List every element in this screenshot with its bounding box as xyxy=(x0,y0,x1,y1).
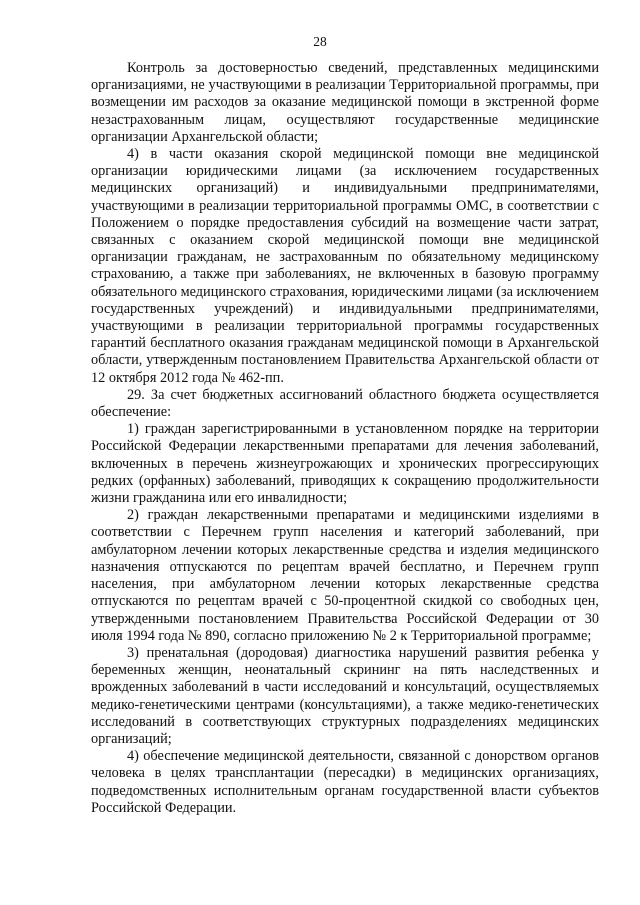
paragraph-item-3-prenatal-diagnostics: 3) пренатальная (дородовая) диагностика нарушений развития ребенка у беременных женщин, неонатальный скрининг на пять наследственных и врожденных заболеваний в части исследований и консультаций, осуществляемых медико-генетическими центрами (консультациями), а также медико-генетических исследований в соответствующих структурных подразделениях медицинских организаций; xyxy=(91,644,599,747)
paragraph-item-1-orphan-diseases: 1) граждан зарегистрированными в установленном порядке на территории Российской Федерации лекарственными препаратами для лечения заболеваний, включенных в перечень жизнеугрожающих и хронических прогрессирующих редких (орфанных) заболеваний, приводящих к сокращению продолжительности жизни гражданина или его инвалидности; xyxy=(91,421,599,507)
paragraph-item-4-donation: 4) обеспечение медицинской деятельности, связанной с донорством органов человека в целях трансплантации (пересадки) в медицинских организациях, подведомственных исполнительным органам государственной власти субъектов Российской Федерации. xyxy=(91,748,599,816)
page-number: 28 xyxy=(313,34,327,49)
paragraph-item-4-ambulance: 4) в части оказания скорой медицинской помощи вне медицинской организации юридическими лицами (за исключением государственных медицинских организаций) и индивидуальными предпринимателями, участвующими в реализации территориальной программы ОМС, в соответствии с Положением о порядке предоставления субсидий на возмещение части затрат, связанных с оказанием скорой медицинской помощи вне медицинской организации гражданам, не застрахованным по обязательному медицинскому страхованию, а также при заболеваниях, не включенных в базовую программу обязательного медицинского страхования, юридическими лицами (за исключением государственных учреждений) и индивидуальными предпринимателями, участвующими в реализации территориальной программы государственных гарантий бесплатного оказания гражданам медицинской помощи в Архангельской области, утвержденным постановлением Правительства Архангельской области от 12 октября 2012 года № 462-пп. xyxy=(91,146,599,386)
paragraph-section-29: 29. За счет бюджетных ассигнований областного бюджета осуществляется обеспечение: xyxy=(91,386,599,421)
document-body xyxy=(91,60,599,817)
paragraph-item-2-medicines: 2) граждан лекарственными препаратами и медицинскими изделиями в соответствии с Перечнем групп населения и категорий заболеваний, при амбулаторном лечении которых лекарственные средства и изделия медицинского назначения отпускаются по рецептам врачей бесплатно, и Перечнем групп населения, при амбулаторном лечении которых лекарственные средства отпускаются по рецептам врачей с 50-процентной скидкой со свободных цен, утвержденными постановлением Правительства Российской Федерации от 30 июля 1994 года № 890, согласно приложению № 2 к Территориальной программе; xyxy=(91,507,599,644)
paragraph-control-of-reliability: Контроль за достоверностью сведений, представленных медицинскими организациями, не участвующими в реализации Территориальной программы, при возмещении им расходов за оказание медицинской помощи в экстренной форме незастрахованным лицам, осуществляют государственные медицинские организации Архангельской области; xyxy=(91,60,599,145)
